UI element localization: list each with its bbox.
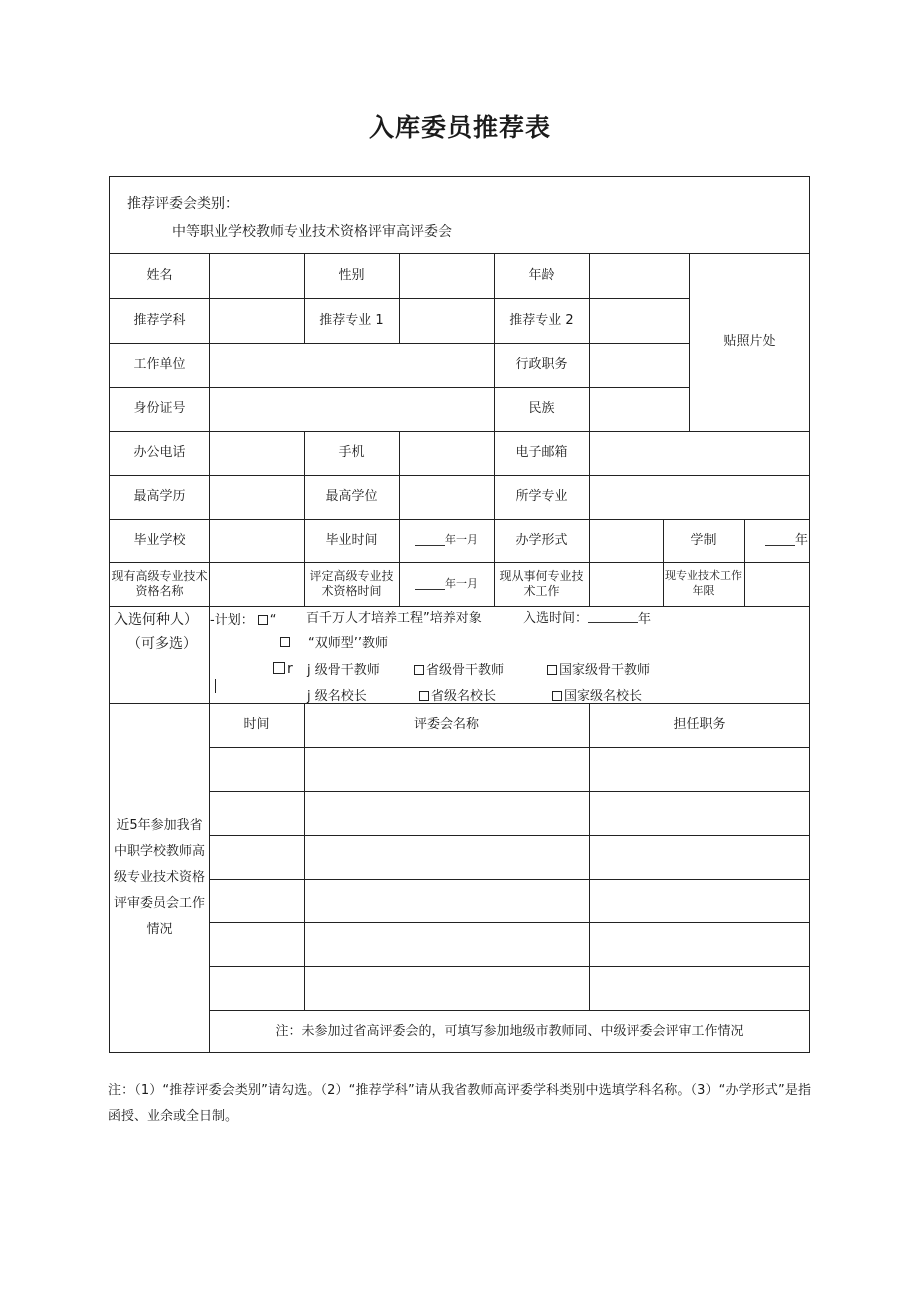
prov-principal[interactable]: [419, 685, 496, 704]
input-school-length[interactable]: [744, 519, 810, 562]
stray-mark: [215, 679, 216, 693]
history-row-2-committee[interactable]: [304, 791, 589, 835]
blank-line: [415, 579, 445, 590]
nat-backbone-text: 国家级骨干教师: [559, 663, 651, 678]
label-ethnicity: 民族: [528, 401, 555, 417]
year-month-text: 年一月: [445, 533, 478, 547]
checkbox-box: [552, 691, 562, 701]
input-years-work[interactable]: [744, 562, 810, 606]
selection-label-line1: 入选何种人）: [114, 612, 198, 628]
checkbox-box: [273, 662, 285, 674]
selected-time-label: 入选时间：: [523, 611, 589, 626]
blank-line: [588, 612, 638, 623]
selection-label-line2: （可多选）: [127, 636, 197, 652]
input-title-time[interactable]: [399, 562, 494, 606]
label-major2: 推荐专业 2: [509, 312, 574, 328]
input-major2[interactable]: [589, 298, 689, 343]
input-current-title[interactable]: [209, 562, 304, 606]
label-degree: 最高学位: [325, 489, 378, 505]
label-id-number: 身份证号: [133, 401, 186, 417]
category-label: 推荐评委会类别：: [127, 196, 239, 212]
label-grad-school: 毕业学校: [133, 532, 186, 548]
year-suffix: 年: [794, 532, 808, 548]
plan-prefix: -计划：: [210, 613, 254, 628]
label-current-work: 现从事何专业技术工作: [499, 569, 584, 598]
input-work-unit[interactable]: [209, 343, 494, 387]
checkbox-dual-teacher[interactable]: [280, 635, 292, 650]
history-row-3-time[interactable]: [209, 835, 304, 879]
label-subject: 推荐学科: [133, 312, 186, 328]
selected-time-blank[interactable]: [588, 608, 651, 627]
history-row-1-time[interactable]: [209, 747, 304, 791]
page-title: 入库委员推荐表: [368, 113, 551, 142]
label-school-length: 学制: [690, 532, 717, 548]
checkbox-box: [547, 665, 557, 675]
label-mobile: 手机: [338, 445, 365, 461]
label-title-time: 评定高级专业技术资格时间: [309, 569, 394, 598]
category-value: 中等职业学校教师专业技术资格评审高评委会: [172, 224, 452, 240]
history-row-6-time[interactable]: [209, 966, 304, 1010]
input-email[interactable]: [589, 431, 810, 475]
city-principal-text: 级名校长: [314, 689, 367, 704]
history-row-3-committee[interactable]: [304, 835, 589, 879]
history-row-6-committee[interactable]: [304, 966, 589, 1010]
year-month-text: 年一月: [445, 576, 478, 590]
input-grad-time[interactable]: [399, 519, 494, 562]
input-mobile[interactable]: [399, 431, 494, 475]
city-backbone-text: 级骨干教师: [314, 663, 380, 678]
history-note: 注：未参加过省高评委会的，可填写参加地级市教师同、中级评委会评审工作情况: [275, 1023, 744, 1039]
label-education: 最高学历: [133, 489, 186, 505]
j-mark: j: [307, 689, 311, 704]
label-work-unit: 工作单位: [133, 357, 186, 373]
input-office-phone[interactable]: [209, 431, 304, 475]
label-major1: 推荐专业 1: [319, 312, 384, 328]
dual-teacher-text: “双师型’’教师: [308, 636, 388, 651]
input-major-studied[interactable]: [589, 475, 810, 519]
checkbox-box: [419, 691, 429, 701]
label-grad-time: 毕业时间: [325, 532, 378, 548]
label-current-title: 现有高级专业技术资格名称: [111, 569, 208, 598]
city-principal[interactable]: [307, 685, 367, 704]
input-subject[interactable]: [209, 298, 304, 343]
photo-area[interactable]: 贴照片处: [723, 334, 776, 350]
label-age: 年龄: [528, 267, 555, 283]
label-name: 姓名: [146, 267, 173, 283]
blank-line: [415, 535, 445, 546]
label-admin-post: 行政职务: [515, 357, 568, 373]
prov-backbone-text: 省级骨干教师: [426, 663, 505, 678]
nat-principal-text: 国家级名校长: [564, 689, 643, 704]
input-admin-post[interactable]: [589, 343, 689, 387]
j-mark: j: [307, 663, 311, 678]
year-unit: 年: [638, 612, 652, 627]
r-mark: r: [287, 661, 293, 677]
history-row-4-time[interactable]: [209, 879, 304, 922]
checkbox-box: [414, 665, 424, 675]
input-school-form[interactable]: [589, 519, 663, 562]
label-office-phone: 办公电话: [133, 445, 186, 461]
history-row-4-committee[interactable]: [304, 879, 589, 922]
history-label: 近5年参加我省中职学校教师高级专业技术资格评审委员会工作情况: [113, 818, 205, 937]
input-gender[interactable]: [399, 253, 494, 298]
history-row-3-position[interactable]: [589, 835, 810, 879]
prov-principal-text: 省级名校长: [431, 689, 497, 704]
input-ethnicity[interactable]: [589, 387, 689, 431]
history-row-1-position[interactable]: [589, 747, 810, 791]
talent-project-text: 百千万人才培养工程”培养对象: [306, 611, 482, 626]
backbone-checkbox[interactable]: [273, 661, 293, 677]
history-row-2-time[interactable]: [209, 791, 304, 835]
input-education[interactable]: [209, 475, 304, 519]
history-row-5-position[interactable]: [589, 922, 810, 966]
checkbox-talent-project[interactable]: [258, 615, 268, 625]
plan-row: [210, 609, 276, 628]
input-age[interactable]: [589, 253, 689, 298]
input-name[interactable]: [209, 253, 304, 298]
recommendation-form: [109, 176, 810, 1053]
label-years-work: 现专业技术工作年限: [665, 569, 742, 597]
history-col-position: 担任职务: [673, 717, 726, 733]
nat-backbone[interactable]: [547, 659, 650, 678]
label-major-studied: 所学专业: [515, 489, 568, 505]
label-email: 电子邮箱: [515, 445, 568, 461]
input-grad-school[interactable]: [209, 519, 304, 562]
history-row-5-time[interactable]: [209, 922, 304, 966]
history-row-4-position[interactable]: [589, 879, 810, 922]
input-current-work[interactable]: [589, 562, 663, 606]
input-major1[interactable]: [399, 298, 494, 343]
history-row-1-committee[interactable]: [304, 747, 589, 791]
history-row-2-position[interactable]: [589, 791, 810, 835]
prov-backbone[interactable]: [414, 659, 504, 678]
footnote: 注：（1）“推荐评委会类别”请勾选。（2）“推荐学科”请从我省教师高评委学科类别中选填学科名称。（3）“办学形式”是指函授、业余或全日制。: [108, 1083, 811, 1124]
input-id-number[interactable]: [209, 387, 494, 431]
nat-principal[interactable]: [552, 685, 642, 704]
history-col-time: 时间: [243, 717, 270, 733]
history-col-committee: 评委会名称: [413, 717, 479, 733]
city-backbone[interactable]: [307, 659, 380, 678]
quote-open: “: [269, 613, 277, 628]
history-row-6-position[interactable]: [589, 966, 810, 1010]
checkbox-box: [280, 637, 290, 647]
label-school-form: 办学形式: [515, 532, 568, 548]
label-gender: 性别: [338, 267, 365, 283]
input-degree[interactable]: [399, 475, 494, 519]
history-row-5-committee[interactable]: [304, 922, 589, 966]
blank-line: [765, 535, 795, 546]
